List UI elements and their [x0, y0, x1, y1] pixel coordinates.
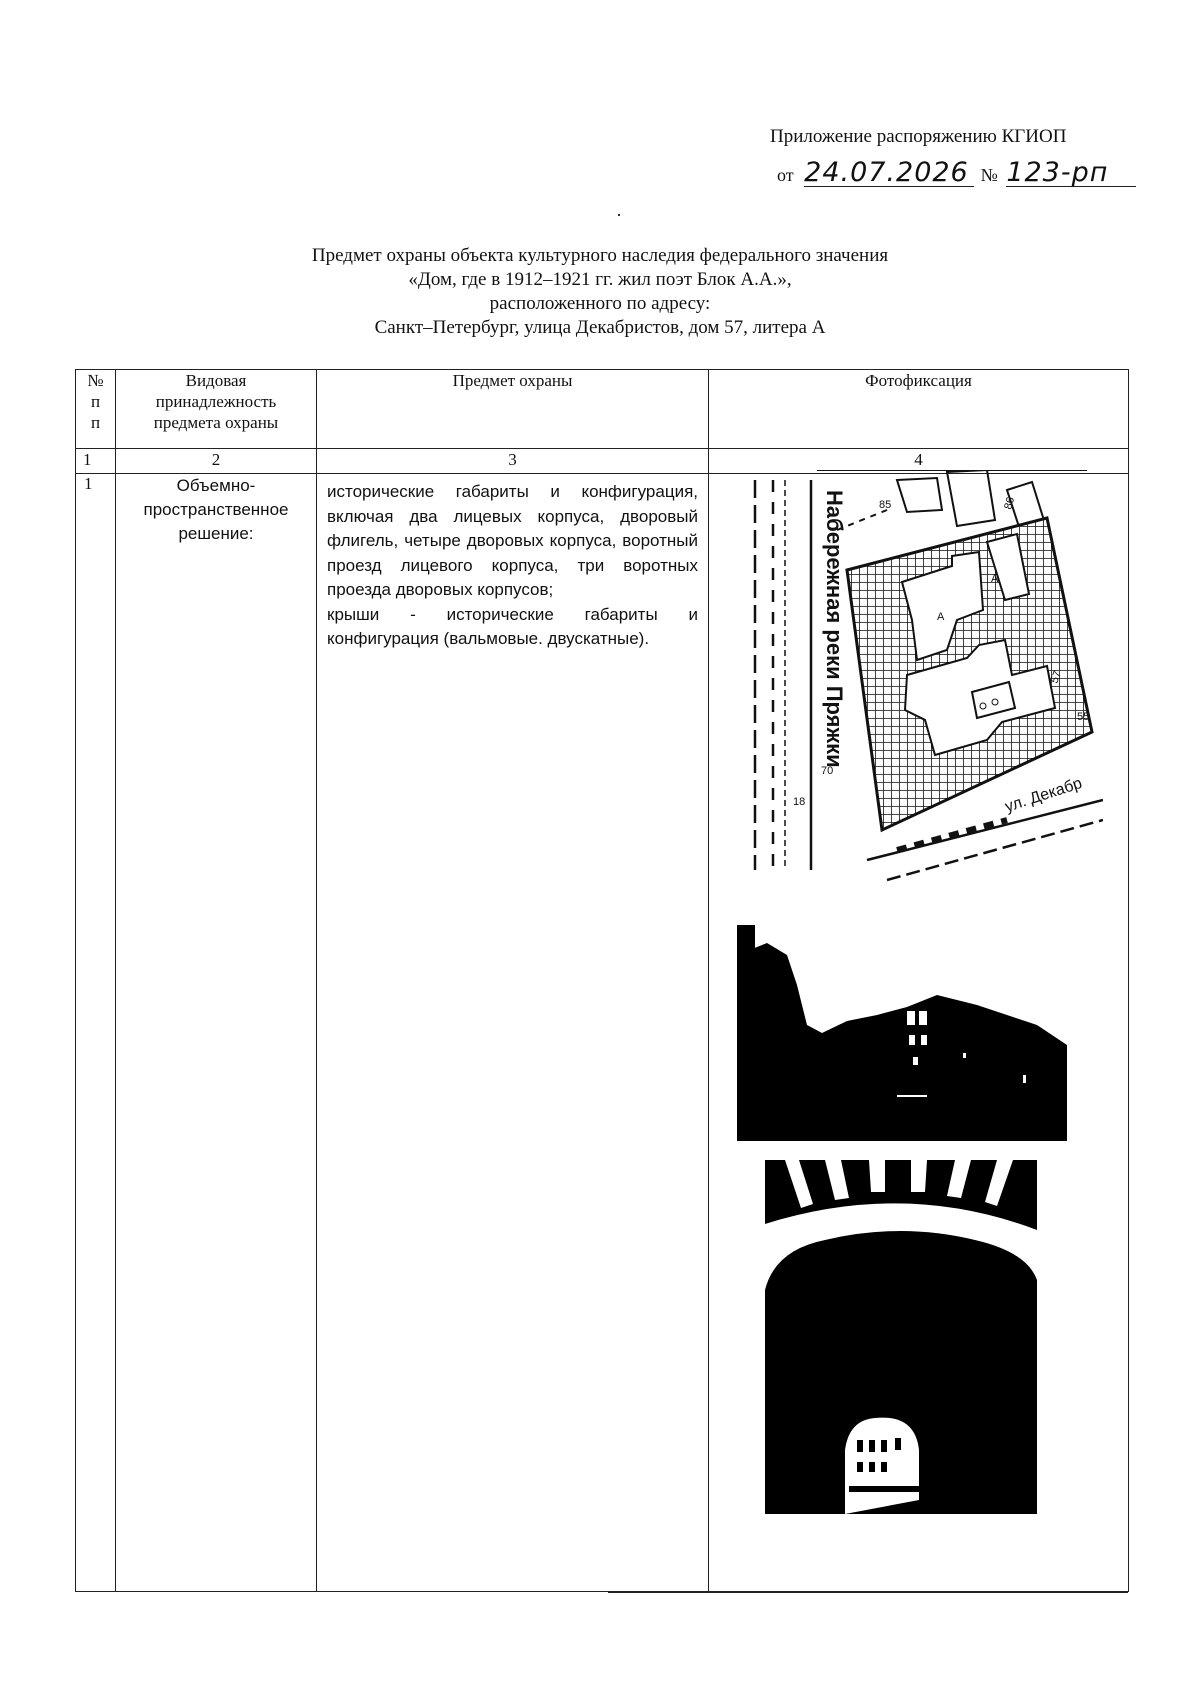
svg-text:85: 85	[879, 499, 892, 511]
header-row	[76, 370, 1129, 449]
svg-text:А: А	[991, 573, 999, 585]
svg-text:А: А	[937, 611, 945, 623]
svg-text:18: 18	[793, 796, 806, 808]
svg-text:86: 86	[1002, 495, 1018, 511]
subject-paragraph-1: исторические габариты и конфигурация, включая два лицевых корпуса, дворовый флигель, четыре дворовых корпуса, воротный проезд лицевого корпуса, три воротных проезда дворовых корпусов;	[327, 482, 698, 599]
title-line-3: расположенного по адресу:	[489, 293, 711, 314]
site-plan-map	[747, 470, 1103, 886]
header-type: Видовая принадлежность предмета охраны	[116, 370, 317, 449]
title-line-4: Санкт–Петербург, улица Декабристов, дом 57, литера А	[374, 317, 826, 338]
column-number: 4	[709, 449, 1129, 474]
photo-cell	[709, 474, 1129, 1592]
handwritten-date: 24.07.2026	[804, 160, 974, 187]
handwritten-number: 123-рп	[1006, 160, 1136, 187]
svg-text:70: 70	[821, 765, 834, 777]
from-label: от	[777, 165, 794, 185]
map-embankment-label: Набережная реки Пряжки	[822, 490, 847, 768]
svg-text:57: 57	[1048, 669, 1065, 686]
protection-type: Объемно- пространственное решение:	[116, 474, 317, 1592]
protection-subject	[317, 474, 709, 1592]
bottom-rule	[608, 1591, 1128, 1593]
header-no: № п п	[76, 370, 116, 449]
appendix-label: Приложение распоряжению КГИОП	[770, 126, 1067, 147]
document-title	[0, 244, 1200, 340]
title-line-2: «Дом, где в 1912–1921 гг. жил поэт Блок А.А.»,	[408, 269, 792, 290]
number-sign: №	[980, 165, 998, 185]
title-line-1: Предмет охраны объекта культурного наследия федерального значения	[311, 245, 889, 266]
column-number: 3	[317, 449, 709, 474]
stray-dot	[618, 214, 620, 216]
subject-paragraph-2: крыши - исторические габариты и конфигурация (вальмовые. двускатные).	[327, 604, 698, 648]
archway-photo	[765, 1160, 1037, 1514]
header-subject: Предмет охраны	[317, 370, 709, 449]
table-row	[76, 474, 1129, 1592]
row-number: 1	[76, 474, 116, 1592]
protection-table	[75, 369, 1129, 1592]
order-reference	[777, 157, 1136, 188]
svg-text:55: 55	[1077, 711, 1090, 723]
column-number: 2	[116, 449, 317, 474]
map-street-label: ул. Декабр	[1002, 774, 1085, 816]
header-photo: Фотофиксация	[709, 370, 1129, 449]
column-number: 1	[76, 449, 116, 474]
facade-photo	[737, 925, 1067, 1141]
